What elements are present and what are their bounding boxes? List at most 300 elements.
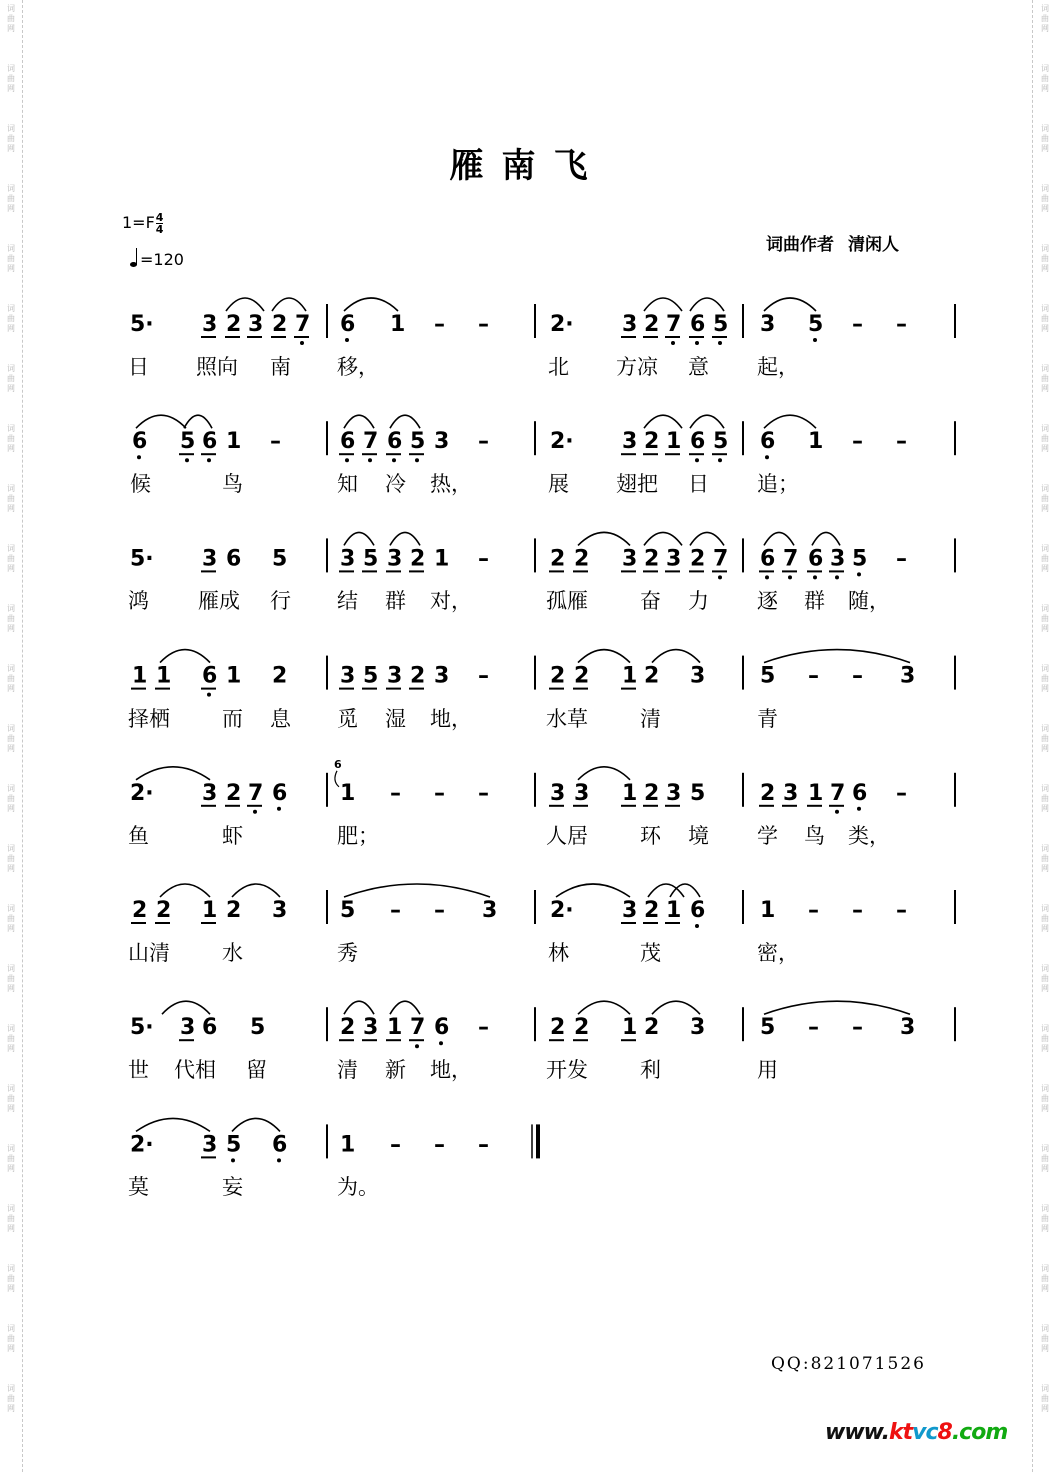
lyric: 密， [757, 941, 799, 965]
watermark-glyph-group: 词 曲 网 [7, 1204, 15, 1233]
note: 3 [387, 546, 403, 572]
note: 3 [622, 429, 638, 455]
note: – [478, 1132, 489, 1158]
note: 3 [340, 546, 356, 572]
lyric: 用 [757, 1058, 778, 1083]
watermark-glyph-group: 词 曲 网 [1041, 364, 1049, 393]
note: 3 [666, 546, 682, 572]
note: 7 [248, 780, 264, 806]
note: 2 [644, 1015, 660, 1041]
lyric: 山清 [128, 941, 170, 965]
note: 2 [226, 312, 242, 337]
lyric: 环 [640, 823, 661, 848]
note: 2· [130, 780, 154, 806]
low-octave-dot [718, 575, 722, 579]
watermark-glyph-group: 词 曲 网 [7, 124, 15, 153]
note: 6 [226, 546, 242, 572]
note: 1 [434, 546, 450, 572]
watermark-glyph-group: 词 曲 网 [7, 484, 15, 513]
note: 3 [830, 546, 846, 572]
slur [644, 415, 682, 428]
note: 5 [713, 429, 729, 455]
lyric: 类， [848, 823, 890, 848]
lyric: 行 [270, 589, 291, 614]
grace-slur [335, 771, 339, 787]
note: 5 [272, 546, 288, 572]
low-octave-dot [185, 458, 189, 462]
note: 2 [644, 429, 660, 455]
note: – [434, 898, 445, 923]
watermark-glyph-group: 词 曲 网 [7, 904, 15, 933]
lyric: 鸟 [804, 823, 825, 848]
note: 6 [132, 429, 148, 455]
note: – [852, 663, 863, 689]
low-octave-dot [277, 1158, 281, 1162]
watermark-glyph-group: 词 曲 网 [1041, 1024, 1049, 1053]
watermark-glyph-group: 词 曲 网 [1041, 1144, 1049, 1173]
lyric: 对， [430, 589, 472, 614]
lyric: 意 [688, 355, 709, 379]
slur [764, 298, 816, 311]
lyric: 新 [385, 1058, 406, 1083]
note: 5 [808, 312, 824, 337]
note: 5 [760, 663, 776, 689]
site-logo-8: 8 [937, 1420, 952, 1445]
note: – [390, 780, 401, 806]
note: 2 [156, 898, 172, 923]
watermark-glyph-group: 词 曲 网 [1041, 1324, 1049, 1353]
note: 7 [295, 312, 311, 337]
low-octave-dot [857, 572, 861, 576]
note: 5 [410, 429, 426, 455]
note: – [852, 1015, 863, 1041]
lyric: 虾 [222, 823, 243, 848]
note: 2 [132, 898, 148, 923]
note: – [270, 429, 281, 455]
note: – [434, 1132, 445, 1158]
watermark-glyph-group: 词 曲 网 [1041, 544, 1049, 573]
note: 2 [550, 663, 566, 689]
watermark-glyph-group: 词 曲 网 [1041, 1264, 1049, 1293]
watermark-glyph-group: 词 曲 网 [7, 1324, 15, 1353]
note: – [852, 429, 863, 455]
note: 1 [226, 663, 242, 689]
lyric: 奋 [640, 589, 661, 614]
note: 1 [666, 898, 682, 923]
note: 3 [202, 780, 218, 806]
watermark-glyph-group: 词 曲 网 [7, 604, 15, 633]
lyric: 起， [757, 355, 799, 379]
note: 3 [574, 780, 590, 806]
watermark-glyph-group: 词 曲 网 [7, 424, 15, 453]
note: 2 [550, 546, 566, 572]
note: 2 [690, 546, 706, 572]
lyric: 觅 [337, 706, 358, 731]
note: – [478, 1015, 489, 1041]
note: 2 [226, 898, 242, 923]
watermark-glyph-group: 词 曲 网 [1041, 64, 1049, 93]
watermark-glyph-group: 词 曲 网 [7, 184, 15, 213]
slur [690, 532, 724, 545]
slur [764, 650, 910, 663]
watermark-glyph-group: 词 曲 网 [7, 64, 15, 93]
note: 3 [690, 1015, 706, 1041]
slur [644, 532, 682, 545]
note: 3 [180, 1015, 196, 1041]
note: – [478, 429, 489, 455]
note: – [896, 429, 907, 455]
watermark-glyph-group: 词 曲 网 [7, 664, 15, 693]
slur [556, 884, 630, 897]
low-octave-dot [813, 575, 817, 579]
slur [232, 884, 280, 897]
song-title: 雁南飞 [449, 146, 606, 186]
note: 2 [760, 780, 776, 806]
note: 2 [272, 312, 288, 337]
note: – [478, 780, 489, 806]
low-octave-dot [415, 1044, 419, 1048]
watermark-glyph-group: 词 曲 网 [7, 1264, 15, 1293]
note: 3 [622, 898, 638, 923]
slur [390, 1001, 420, 1014]
slur [136, 415, 186, 428]
watermark-glyph-group: 词 曲 网 [7, 1144, 15, 1173]
watermark-glyph-group: 词 曲 网 [1041, 244, 1049, 273]
note: 2· [550, 312, 574, 337]
watermark-glyph-group: 词 曲 网 [1041, 1384, 1049, 1413]
slur [390, 532, 420, 545]
lyric: 水 [222, 941, 243, 965]
key-label: 1=F [122, 213, 155, 232]
site-logo [825, 1420, 1007, 1445]
lyric: 日 [128, 355, 149, 379]
slur [644, 298, 682, 311]
lyric: 息 [270, 706, 291, 731]
slur [272, 298, 306, 311]
slur [184, 415, 212, 428]
lyric: 择栖 [128, 706, 170, 731]
grace-note: 6 [334, 757, 342, 771]
note: 7 [363, 429, 379, 455]
lyric: 开发 [546, 1058, 588, 1083]
note: 6 [760, 429, 776, 455]
note: 1 [622, 780, 638, 806]
lyric: 候 [130, 472, 151, 497]
low-octave-dot [345, 458, 349, 462]
low-octave-dot [207, 693, 211, 697]
note: – [808, 1015, 819, 1041]
note: 2· [550, 429, 574, 455]
lyric: 鱼 [128, 823, 149, 848]
low-octave-dot [231, 1158, 235, 1162]
lyric: 追； [757, 472, 799, 497]
lyric: 为。 [337, 1175, 379, 1200]
tempo-value: =120 [140, 250, 184, 269]
note: 2 [340, 1015, 356, 1041]
slur [344, 532, 374, 545]
watermark-glyph-group: 词 曲 网 [1041, 724, 1049, 753]
slur [578, 767, 630, 780]
note: 7 [830, 780, 846, 806]
note: – [852, 898, 863, 923]
note: 5 [340, 898, 356, 923]
lyric: 青 [757, 706, 778, 731]
lyric: 湿 [385, 706, 406, 731]
watermark-glyph-group: 词 曲 网 [1041, 964, 1049, 993]
watermark-glyph-group: 词 曲 网 [1041, 184, 1049, 213]
note: 6 [434, 1015, 450, 1041]
note: 3 [434, 429, 450, 455]
watermark-glyph-group: 词 曲 网 [1041, 1204, 1049, 1233]
note: 6 [690, 429, 706, 455]
note: – [478, 312, 489, 337]
note: 3 [202, 312, 218, 337]
note: 3 [202, 1132, 218, 1158]
site-logo-k: k [888, 1420, 903, 1445]
lyric: 知 [337, 472, 358, 497]
note: 1 [808, 429, 824, 455]
slur [344, 884, 490, 897]
lyric: 鸿 [128, 589, 149, 614]
lyric: 地， [430, 706, 472, 731]
lyric: 南 [270, 355, 291, 379]
low-octave-dot [439, 1041, 443, 1045]
lyric: 雁成 [198, 589, 240, 614]
note: 3 [482, 898, 498, 923]
note: 7 [783, 546, 799, 572]
slur [160, 884, 210, 897]
lyric: 留 [246, 1058, 267, 1083]
watermark-glyph-group: 词 曲 网 [7, 1084, 15, 1113]
note: 5· [130, 1015, 154, 1041]
watermark-glyph-group: 词 曲 网 [7, 1384, 15, 1413]
note: 1 [202, 898, 218, 923]
note: 1 [760, 898, 776, 923]
watermark-glyph-group: 词 曲 网 [1041, 124, 1049, 153]
note: – [896, 312, 907, 337]
lyric: 方凉 [616, 355, 658, 379]
note: 3 [363, 1015, 379, 1041]
lyric: 翅把 [616, 472, 658, 497]
note: 6 [387, 429, 403, 455]
note: 1 [340, 780, 356, 806]
note: 6 [272, 780, 288, 806]
slur [136, 1118, 210, 1131]
lyric: 孤雁 [546, 589, 588, 614]
slur [162, 1001, 210, 1014]
note: 2· [130, 1132, 154, 1158]
note: 6 [340, 312, 356, 337]
lyric: 莫 [128, 1175, 149, 1200]
note: 2 [272, 663, 288, 689]
lyric: 秀 [337, 941, 358, 965]
slur [764, 415, 816, 428]
time-top: 4 [155, 211, 164, 224]
note: – [896, 898, 907, 923]
note: 6 [202, 1015, 218, 1041]
site-logo-com: .com [951, 1420, 1008, 1445]
note: 3 [666, 780, 682, 806]
low-octave-dot [857, 807, 861, 811]
watermark-glyph-group: 词 曲 网 [7, 964, 15, 993]
authors-label: 词曲作者 [766, 235, 834, 255]
low-octave-dot [695, 458, 699, 462]
note: 3 [340, 663, 356, 689]
slur [226, 298, 264, 311]
watermark-glyph-group: 词 曲 网 [7, 304, 15, 333]
note: 1 [156, 663, 172, 689]
time-bottom: 4 [155, 223, 164, 236]
note: 5 [760, 1015, 776, 1041]
note: 3 [550, 780, 566, 806]
lyric: 随， [848, 589, 890, 614]
lyric: 利 [640, 1058, 661, 1083]
note: 6 [808, 546, 824, 572]
site-logo-w: www. [825, 1420, 889, 1445]
low-octave-dot [253, 810, 257, 814]
low-octave-dot [392, 458, 396, 462]
low-octave-dot [695, 341, 699, 345]
lyric: 学 [757, 823, 778, 848]
note: 7 [713, 546, 729, 572]
watermark-glyph-group: 词 曲 网 [1041, 664, 1049, 693]
note: 6 [202, 429, 218, 455]
note: – [390, 1132, 401, 1158]
watermark-glyph-group: 词 曲 网 [7, 364, 15, 393]
note: 1 [622, 663, 638, 689]
note: 6 [202, 663, 218, 689]
slur [764, 532, 794, 545]
low-octave-dot [671, 341, 675, 345]
slur [764, 1001, 910, 1014]
watermark-glyph-group: 词 曲 网 [1041, 904, 1049, 933]
note: 2 [410, 663, 426, 689]
watermark-glyph-group: 词 曲 网 [1041, 1084, 1049, 1113]
note: 2 [644, 780, 660, 806]
note: – [434, 780, 445, 806]
note: 1 [808, 780, 824, 806]
note: 2 [644, 546, 660, 572]
note: 1 [666, 429, 682, 455]
low-octave-dot [300, 341, 304, 345]
lyric: 热， [430, 472, 472, 497]
qq-contact: QQ:821071526 [771, 1354, 926, 1374]
lyric: 境 [688, 823, 709, 848]
note: 1 [226, 429, 242, 455]
note: 5 [180, 429, 196, 455]
note: 5 [250, 1015, 266, 1041]
lyric: 人居 [546, 823, 588, 848]
note: 3 [690, 663, 706, 689]
authors-name: 清闲人 [848, 235, 899, 255]
note: 2 [574, 663, 590, 689]
note: – [808, 898, 819, 923]
note: 2 [550, 1015, 566, 1041]
note: 1 [390, 312, 406, 337]
note: – [390, 898, 401, 923]
note: 6 [760, 546, 776, 572]
low-octave-dot [718, 341, 722, 345]
lyric: 世 [128, 1058, 149, 1083]
note: 5 [226, 1132, 242, 1158]
lyric: 妄 [222, 1175, 243, 1200]
note: 3 [202, 546, 218, 572]
low-octave-dot [695, 924, 699, 928]
note: 2· [550, 898, 574, 923]
watermark-glyph-group: 词 曲 网 [7, 544, 15, 573]
note: – [808, 663, 819, 689]
note: 5· [130, 312, 154, 337]
note: 5 [690, 780, 706, 806]
slur [232, 1118, 280, 1131]
note: 2 [226, 780, 242, 806]
slur [578, 532, 630, 545]
low-octave-dot [788, 575, 792, 579]
watermark-glyph-group: 词 曲 网 [7, 4, 15, 33]
note: 3 [434, 663, 450, 689]
note: 1 [132, 663, 148, 689]
slur [136, 767, 210, 780]
note: 2 [644, 312, 660, 337]
lyric: 水草 [546, 706, 588, 731]
note: 6 [852, 780, 868, 806]
note: 1 [622, 1015, 638, 1041]
note: 2 [644, 898, 660, 923]
note: – [896, 546, 907, 572]
slur [812, 532, 840, 545]
slur [344, 298, 398, 311]
low-octave-dot [368, 458, 372, 462]
note: 3 [900, 663, 916, 689]
lyric: 群 [385, 589, 406, 614]
note: 3 [622, 312, 638, 337]
lyric: 地， [430, 1058, 472, 1083]
lyric: 力 [688, 589, 709, 614]
watermark-glyph-group: 词 曲 网 [7, 244, 15, 273]
watermark-glyph-group: 词 曲 网 [7, 724, 15, 753]
lyric: 日 [688, 472, 709, 497]
watermark-glyph-group: 词 曲 网 [1041, 784, 1049, 813]
note: 6 [272, 1132, 288, 1158]
watermark-glyph-group: 词 曲 网 [1041, 844, 1049, 873]
lyric: 代相 [174, 1058, 216, 1083]
note: 3 [248, 312, 264, 337]
lyric: 鸟 [222, 472, 243, 497]
watermark-glyph-group: 词 曲 网 [1041, 304, 1049, 333]
lyric: 结 [337, 589, 358, 614]
lyric: 冷 [385, 472, 406, 497]
note: 3 [783, 780, 799, 806]
watermark-glyph-group: 词 曲 网 [1041, 424, 1049, 453]
lyric: 茂 [640, 941, 661, 965]
low-octave-dot [345, 338, 349, 342]
note: 6 [340, 429, 356, 455]
slur [652, 650, 700, 663]
low-octave-dot [718, 458, 722, 462]
watermark-glyph-group: 词 曲 网 [7, 784, 15, 813]
watermark-glyph-group: 词 曲 网 [7, 844, 15, 873]
watermark-glyph-group: 词 曲 网 [1041, 484, 1049, 513]
lyric: 清 [640, 706, 661, 731]
note: 7 [666, 312, 682, 337]
low-octave-dot [207, 458, 211, 462]
slur [344, 415, 374, 428]
lyric: 林 [548, 941, 569, 965]
note: 7 [410, 1015, 426, 1041]
slur [578, 650, 630, 663]
lyric: 清 [337, 1058, 358, 1083]
site-logo-t: t [902, 1420, 913, 1445]
